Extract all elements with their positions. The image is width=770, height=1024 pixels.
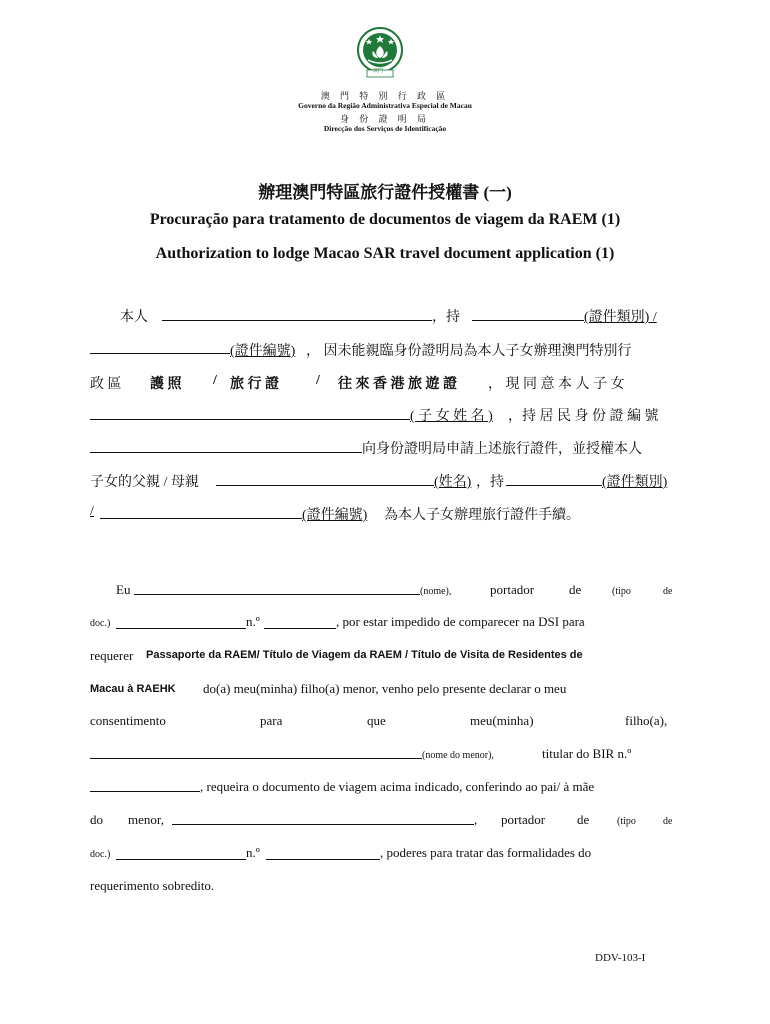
zh-l2-b: ， 因未能親臨身份證明局為本人子女辦理澳門特別行 <box>306 344 632 359</box>
pt-l1-nome: (nome), <box>420 586 452 597</box>
pt-l9-no: n.º <box>246 845 260 860</box>
title-zh: 辦理澳門特區旅行證件授權書 (一) <box>258 183 512 202</box>
pt-authorized-parent-doc-no-blank[interactable] <box>266 859 380 860</box>
principal-doc-type-blank[interactable] <box>472 320 584 321</box>
pt-l5-b: para <box>260 713 283 728</box>
pt-child-name-blank[interactable] <box>90 758 422 759</box>
pt-child-bir-no-blank[interactable] <box>90 791 200 792</box>
pt-l1-de: de <box>569 582 582 597</box>
zh-l1-a: 本人 <box>120 310 148 325</box>
authorized-parent-doc-type-blank[interactable] <box>506 485 602 486</box>
pt-l8-de: de <box>577 812 590 827</box>
zh-l1-b: ，持 <box>432 310 460 325</box>
pt-l2-rest: , por estar impedido de comparecer na DSI para <box>336 614 585 629</box>
pt-principal-doc-type-blank[interactable] <box>116 628 246 629</box>
child-name-blank[interactable] <box>90 419 410 420</box>
pt-l1-portador: portador <box>490 582 535 597</box>
principal-doc-no-blank[interactable] <box>90 353 230 354</box>
pt-l8-comma: , <box>474 812 478 827</box>
pt-l4-rest: do(a) meu(minha) filho(a) menor, venho pelo presente declarar o meu <box>203 681 567 696</box>
child-bir-no-blank[interactable] <box>90 452 362 453</box>
zh-l6-d: (證件類別) <box>602 475 668 490</box>
title-en: Authorization to lodge Macao SAR travel document application (1) <box>155 245 615 262</box>
zh-l7-c: 為本人子女辦理旅行證件手續。 <box>384 508 580 523</box>
pt-l2-doc: doc.) <box>90 618 111 629</box>
zh-l3-hk-visit-permit: 往 來 香 港 旅 遊 證 <box>338 377 457 392</box>
pt-l8-do: do <box>90 812 103 827</box>
pt-l6-a: (nome do menor), <box>422 750 494 761</box>
pt-l10: requerimento sobredito. <box>90 878 215 893</box>
zh-l3-slash1: / <box>213 373 217 388</box>
pt-l8-tipo: (tipo <box>617 816 636 827</box>
zh-l6-b: (姓名) <box>434 475 472 490</box>
pt-l1-tipo: (tipo <box>612 586 631 597</box>
authorized-parent-name-blank[interactable] <box>216 485 434 486</box>
zh-l5-a: 向身份證明局申請上述旅行證件，並授權本人 <box>362 442 642 457</box>
pt-l6-b: titular do BIR n.º <box>542 746 632 761</box>
pt-l9-rest: , poderes para tratar das formalidades do <box>380 845 592 860</box>
pt-l3-documents: Passaporte da RAEM/ Título de Viagem da RAEM / Título de Visita de Residentes de <box>146 649 583 661</box>
authorized-parent-doc-no-blank[interactable] <box>100 518 302 519</box>
zh-l3-g: ， 現 同 意 本 人 子 女 <box>488 377 625 392</box>
pt-l5-d: meu(minha) <box>470 713 534 728</box>
zh-l4-a: ( 子 女 姓 名 ) <box>410 409 493 424</box>
pt-l3-req: requerer <box>90 648 134 663</box>
dept-name-pt: Direcção dos Serviços de Identificação <box>323 124 447 133</box>
zh-l4-b: ，持 居 民 身 份 證 編 號 <box>508 409 659 424</box>
pt-l4-bold: Macau à RAEHK <box>90 683 176 695</box>
pt-l1-eu: Eu <box>116 582 131 597</box>
zh-l6-c: ，持 <box>476 475 504 490</box>
pt-authorized-parent-name-blank[interactable] <box>172 824 474 825</box>
pt-l9-doc: doc.) <box>90 849 111 860</box>
pt-authorized-parent-doc-type-blank[interactable] <box>116 859 246 860</box>
pt-l5-e: filho(a), <box>625 713 668 728</box>
principal-name-blank[interactable] <box>162 320 432 321</box>
zh-l6-a: 子女的父親 / 母親 <box>90 475 199 490</box>
pt-l2-no: n.º <box>246 614 260 629</box>
zh-l7-a: / <box>90 504 94 519</box>
pt-l8-portador: portador <box>501 812 546 827</box>
pt-l1-de2: de <box>663 586 673 597</box>
zh-l3-passport: 護 照 <box>150 377 182 392</box>
pt-l8-de2: de <box>663 816 673 827</box>
zh-l1-c: (證件類別) / <box>584 310 657 325</box>
org-name-pt: Governo da Região Administrativa Especial de Macau <box>298 101 472 110</box>
title-pt: Procuração para tratamento de documentos de viagem da RAEM (1) <box>149 211 621 228</box>
pt-l5-c: que <box>367 713 386 728</box>
pt-l7-a: , requeira o documento de viagem acima indicado, conferindo ao pai/ à mãe <box>200 779 595 794</box>
form-code: DDV-103-I <box>595 952 646 964</box>
zh-l3-slash2: / <box>316 373 320 388</box>
pt-principal-name-blank[interactable] <box>134 594 420 595</box>
zh-l3-a: 政 區 <box>90 377 122 392</box>
zh-l3-travel-permit: 旅 行 證 <box>230 377 279 392</box>
org-name-zh: 澳 門 特 別 行 政 區 <box>320 91 450 101</box>
dept-name-zh: 身 份 證 明 局 <box>339 114 430 124</box>
pt-l8-menor: menor, <box>128 812 164 827</box>
zh-l2-a: (證件編號) <box>230 344 296 359</box>
pt-l5-a: consentimento <box>90 713 166 728</box>
pt-principal-doc-no-blank[interactable] <box>264 628 336 629</box>
emblem-text: 澳門 <box>373 69 384 74</box>
zh-l7-b: (證件編號) <box>302 508 368 523</box>
